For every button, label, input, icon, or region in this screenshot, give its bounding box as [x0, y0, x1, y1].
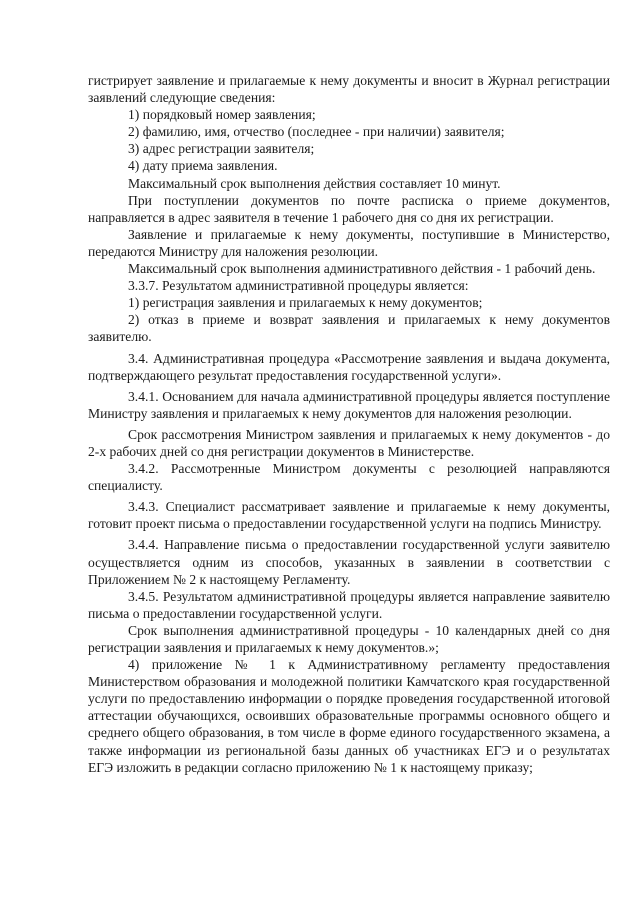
paragraph: 3.4.2. Рассмотренные Министром документы с резолюцией направляются специалисту. [88, 461, 610, 494]
list-item: 4) дату приема заявления. [128, 158, 278, 174]
paragraph: Срок выполнения административной процедуры - 10 календарных дней со дня регистрации заявления и прилагаемых к нему документов.»; [88, 622, 610, 655]
paragraph: 3.3.7. Результатом административной процедуры является: [128, 278, 469, 294]
list-item: 1) порядковый номер заявления; [128, 107, 316, 123]
paragraph: Заявление и прилагаемые к нему документы, поступившие в Министерство, передаются Министру для наложения резолюции. [88, 226, 610, 259]
paragraph: Срок рассмотрения Министром заявления и прилагаемых к нему документов - до 2-х рабочих дней со дня регистрации документов в Министерстве. [88, 426, 610, 459]
paragraph: 3.4.3. Специалист рассматривает заявление и прилагаемые к нему документы, готовит проект письма о предоставлении государственной услуги на подпись Министру. [88, 499, 610, 532]
paragraph: Максимальный срок выполнения действия составляет 10 минут. [128, 175, 501, 191]
paragraph-intro: гистрирует заявление и прилагаемые к нему документы и вносит в Журнал регистрации заявлений следующие сведения: [88, 73, 610, 106]
document-page [88, 72, 610, 776]
paragraph: При поступлении документов по почте расписка о приеме документов, направляется в адрес заявителя в течение 1 рабочего дня со дня их регистрации. [88, 192, 610, 225]
list-item: 3) адрес регистрации заявителя; [128, 141, 315, 157]
paragraph: 3.4.1. Основанием для начала административной процедуры является поступление Министру заявления и прилагаемых к нему документов для наложения резолюции. [88, 388, 610, 421]
paragraph: 3.4.4. Направление письма о предоставлении государственной услуги заявителю осуществляется одним из способов, указанных в заявлении в соответствии с Приложением № 2 к настоящему Регламенту. [88, 537, 610, 587]
paragraph: 3.4.5. Результатом административной процедуры является направление заявителю письма о предоставлении государственной услуги. [88, 588, 610, 621]
list-item: 1) регистрация заявления и прилагаемых к нему документов; [128, 295, 483, 311]
paragraph: Максимальный срок выполнения административного действия - 1 рабочий день. [128, 261, 596, 277]
paragraph: 4) приложение № 1 к Административному регламенту предоставления Министерством образования и молодежной политики Камчатского края государственной услуги по предоставлению информации о порядке проведения государственной итоговой аттестации обучающихся, освоивших образовательные программы основного общего и среднего общего образования, в том числе в форме единого государственного экзамена, а также информации из региональной базы данных об участниках ЕГЭ и о результатах ЕГЭ изложить в редакции согласно приложению № 1 к настоящему приказу; [88, 657, 610, 775]
section-heading: 3.4. Административная процедура «Рассмотрение заявления и выдача документа, подтверждающего результат предоставления государственной услуги». [88, 350, 610, 383]
list-item: 2) фамилию, имя, отчество (последнее - при наличии) заявителя; [128, 124, 505, 140]
list-item: 2) отказ в приеме и возврат заявления и прилагаемых к нему документов заявителю. [88, 312, 610, 345]
